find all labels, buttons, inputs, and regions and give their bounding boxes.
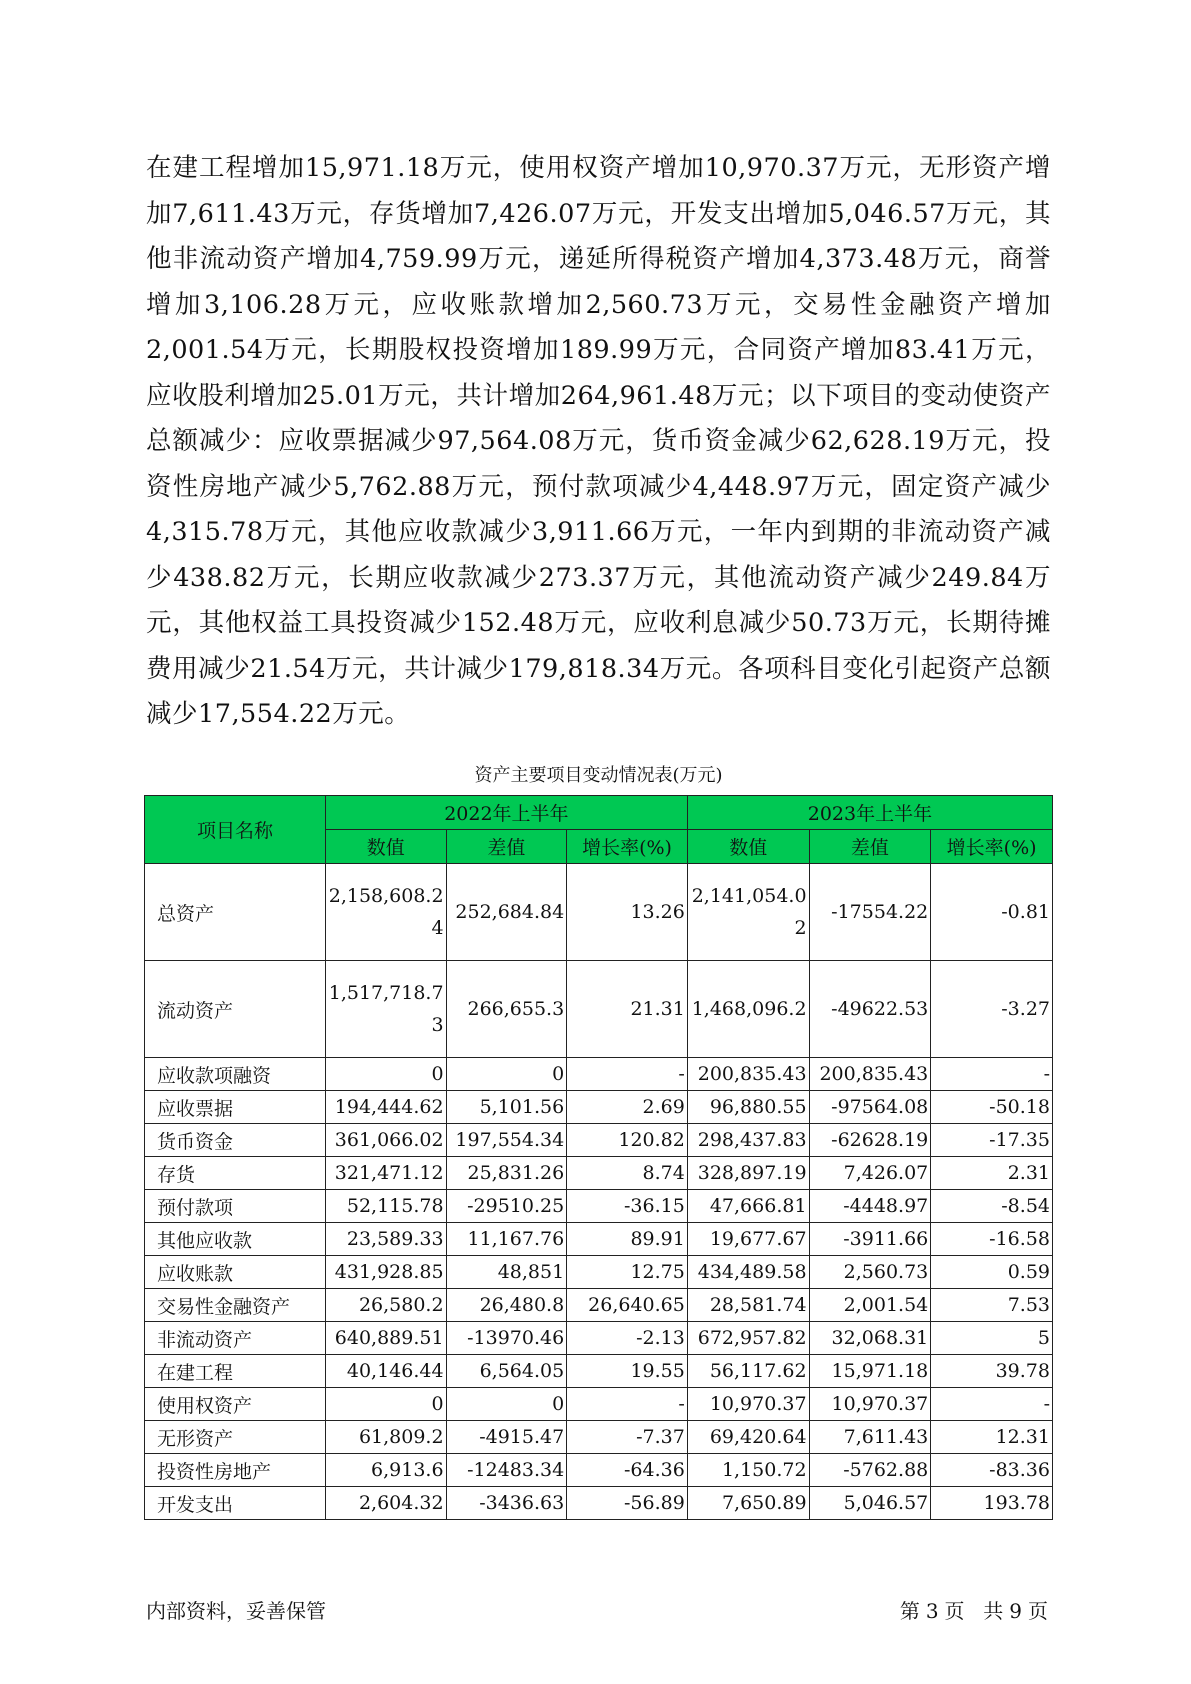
cell-v2: 47,666.81	[687, 1190, 809, 1223]
table-row	[145, 1289, 1053, 1322]
cell-r1: -2.13	[567, 1322, 688, 1355]
cell-v2: 298,437.83	[687, 1124, 809, 1157]
cell-d2: 10,970.37	[809, 1388, 931, 1421]
cell-r2: 193.78	[931, 1487, 1053, 1520]
header-period-2022: 2022年上半年	[325, 796, 687, 830]
cell-d2: -5762.88	[809, 1454, 931, 1487]
body-paragraph: 在建工程增加15,971.18万元，使用权资产增加10,970.37万元，无形资产增加7,611.43万元，存货增加7,426.07万元，开发支出增加5,046.57万元，其他非流动资产增加4,759.99万元，递延所得税资产增加4,373.48万元，商誉增加3,106.28万元，应收账款增加2,560.73万元，交易性金融资产增加2,001.54万元，长期股权投资增加189.99万元，合同资产增加83.41万元，应收股利增加25.01万元，共计增加264,961.48万元；以下项目的变动使资产总额减少：应收票据减少97,564.08万元，货币资金减少62,628.19万元，投资性房地产减少5,762.88万元，预付款项减少4,448.97万元，固定资产减少4,315.78万元，其他应收款减少3,911.66万元，一年内到期的非流动资产减少438.82万元，长期应收款减少273.37万元，其他流动资产减少249.84万元，其他权益工具投资减少152.48万元，应收利息减少50.73万元，长期待摊费用减少21.54万元，共计减少179,818.34万元。各项科目变化引起资产总额减少17,554.22万元。	[146, 153, 1051, 729]
table-row	[145, 1223, 1053, 1256]
cell-v2: 69,420.64	[687, 1421, 809, 1454]
cell-v1: 0	[325, 1388, 446, 1421]
cell-v2: 1,468,096.2	[687, 961, 809, 1058]
cell-d2: 2,560.73	[809, 1256, 931, 1289]
total-prefix: 共	[983, 1599, 1004, 1623]
row-item-name: 应收款项融资	[145, 1058, 326, 1091]
cell-r1: 13.26	[567, 864, 688, 961]
cell-r1: 8.74	[567, 1157, 688, 1190]
cell-v2: 96,880.55	[687, 1091, 809, 1124]
row-item-name: 总资产	[145, 864, 326, 961]
header-rate-2023: 增长率(%)	[931, 830, 1053, 864]
footer-page-number	[897, 1595, 1051, 1624]
header-period-2023: 2023年上半年	[687, 796, 1052, 830]
cell-v1: 52,115.78	[325, 1190, 446, 1223]
cell-d1: -12483.34	[446, 1454, 567, 1487]
table-row	[145, 961, 1053, 1058]
cell-v2: 1,150.72	[687, 1454, 809, 1487]
cell-d2: -97564.08	[809, 1091, 931, 1124]
cell-r2: 39.78	[931, 1355, 1053, 1388]
cell-v1: 26,580.2	[325, 1289, 446, 1322]
cell-v1: 321,471.12	[325, 1157, 446, 1190]
cell-d1: 0	[446, 1058, 567, 1091]
cell-r2: -	[931, 1388, 1053, 1421]
cell-d1: 266,655.3	[446, 961, 567, 1058]
cell-v2: 19,677.67	[687, 1223, 809, 1256]
cell-d2: 5,046.57	[809, 1487, 931, 1520]
cell-r2: -3.27	[931, 961, 1053, 1058]
row-item-name: 非流动资产	[145, 1322, 326, 1355]
cell-d2: -4448.97	[809, 1190, 931, 1223]
page-suffix: 页	[944, 1599, 965, 1623]
table-row	[145, 1157, 1053, 1190]
cell-r2: 12.31	[931, 1421, 1053, 1454]
row-item-name: 使用权资产	[145, 1388, 326, 1421]
header-diff-2023: 差值	[809, 830, 931, 864]
cell-d1: -4915.47	[446, 1421, 567, 1454]
cell-r2: -50.18	[931, 1091, 1053, 1124]
cell-v1: 194,444.62	[325, 1091, 446, 1124]
cell-d2: 2,001.54	[809, 1289, 931, 1322]
table-row	[145, 1058, 1053, 1091]
cell-d1: 0	[446, 1388, 567, 1421]
page-prefix: 第	[899, 1599, 920, 1623]
header-value-2023: 数值	[687, 830, 809, 864]
row-item-name: 开发支出	[145, 1487, 326, 1520]
cell-r2: -16.58	[931, 1223, 1053, 1256]
cell-r2: 7.53	[931, 1289, 1053, 1322]
cell-v2: 56,117.62	[687, 1355, 809, 1388]
table-row	[145, 1487, 1053, 1520]
page-number: 3	[925, 1599, 939, 1623]
cell-v1: 6,913.6	[325, 1454, 446, 1487]
cell-v2: 10,970.37	[687, 1388, 809, 1421]
table-row	[145, 1256, 1053, 1289]
cell-d2: -17554.22	[809, 864, 931, 961]
cell-r2: -	[931, 1058, 1053, 1091]
cell-v1: 23,589.33	[325, 1223, 446, 1256]
cell-r2: -17.35	[931, 1124, 1053, 1157]
header-diff-2022: 差值	[446, 830, 567, 864]
table-row	[145, 1190, 1053, 1223]
cell-r1: 26,640.65	[567, 1289, 688, 1322]
cell-d2: 200,835.43	[809, 1058, 931, 1091]
cell-r1: 21.31	[567, 961, 688, 1058]
cell-r2: -0.81	[931, 864, 1053, 961]
row-item-name: 交易性金融资产	[145, 1289, 326, 1322]
cell-v2: 328,897.19	[687, 1157, 809, 1190]
cell-r1: -36.15	[567, 1190, 688, 1223]
table-row	[145, 1124, 1053, 1157]
cell-r1: 2.69	[567, 1091, 688, 1124]
cell-r1: 120.82	[567, 1124, 688, 1157]
row-item-name: 应收账款	[145, 1256, 326, 1289]
total-pages: 9	[1009, 1599, 1022, 1623]
cell-d1: -13970.46	[446, 1322, 567, 1355]
cell-d1: 197,554.34	[446, 1124, 567, 1157]
row-item-name: 货币资金	[145, 1124, 326, 1157]
cell-r1: 19.55	[567, 1355, 688, 1388]
row-item-name: 在建工程	[145, 1355, 326, 1388]
cell-d1: 252,684.84	[446, 864, 567, 961]
header-value-2022: 数值	[325, 830, 446, 864]
cell-v1: 1,517,718.73	[325, 961, 446, 1058]
cell-r2: -8.54	[931, 1190, 1053, 1223]
cell-v1: 640,889.51	[325, 1322, 446, 1355]
cell-d2: -3911.66	[809, 1223, 931, 1256]
table-body	[145, 864, 1053, 1520]
total-suffix: 页	[1028, 1599, 1048, 1623]
cell-d1: 48,851	[446, 1256, 567, 1289]
cell-v1: 431,928.85	[325, 1256, 446, 1289]
cell-r1: -64.36	[567, 1454, 688, 1487]
header-rate-2022: 增长率(%)	[567, 830, 688, 864]
row-item-name: 其他应收款	[145, 1223, 326, 1256]
cell-r1: -7.37	[567, 1421, 688, 1454]
row-item-name: 存货	[145, 1157, 326, 1190]
cell-v2: 2,141,054.02	[687, 864, 809, 961]
footer-confidential-note: 内部资料，妥善保管	[146, 1599, 326, 1623]
cell-r1: -56.89	[567, 1487, 688, 1520]
row-item-name: 投资性房地产	[145, 1454, 326, 1487]
cell-d2: 15,971.18	[809, 1355, 931, 1388]
cell-v2: 200,835.43	[687, 1058, 809, 1091]
cell-r1: 12.75	[567, 1256, 688, 1289]
table-row	[145, 864, 1053, 961]
cell-v2: 28,581.74	[687, 1289, 809, 1322]
cell-d2: 7,426.07	[809, 1157, 931, 1190]
cell-d1: -3436.63	[446, 1487, 567, 1520]
cell-r1: 89.91	[567, 1223, 688, 1256]
cell-d2: -62628.19	[809, 1124, 931, 1157]
row-item-name: 无形资产	[145, 1421, 326, 1454]
cell-d2: 32,068.31	[809, 1322, 931, 1355]
cell-v2: 672,957.82	[687, 1322, 809, 1355]
cell-v1: 2,158,608.24	[325, 864, 446, 961]
cell-d1: 5,101.56	[446, 1091, 567, 1124]
table-row	[145, 1421, 1053, 1454]
cell-d1: 11,167.76	[446, 1223, 567, 1256]
cell-r1: -	[567, 1058, 688, 1091]
table-row	[145, 1355, 1053, 1388]
cell-v1: 361,066.02	[325, 1124, 446, 1157]
table-row	[145, 1388, 1053, 1421]
row-item-name: 应收票据	[145, 1091, 326, 1124]
cell-r2: 0.59	[931, 1256, 1053, 1289]
table-caption: 资产主要项目变动情况表(万元)	[474, 765, 723, 786]
cell-r2: -83.36	[931, 1454, 1053, 1487]
table-row	[145, 1322, 1053, 1355]
cell-d1: -29510.25	[446, 1190, 567, 1223]
cell-d1: 25,831.26	[446, 1157, 567, 1190]
header-item-name: 项目名称	[145, 796, 326, 864]
cell-r1: -	[567, 1388, 688, 1421]
cell-v2: 434,489.58	[687, 1256, 809, 1289]
asset-change-table	[144, 795, 1053, 1520]
table-row	[145, 1454, 1053, 1487]
cell-d2: -49622.53	[809, 961, 931, 1058]
cell-v1: 40,146.44	[325, 1355, 446, 1388]
table-row	[145, 1091, 1053, 1124]
cell-v1: 2,604.32	[325, 1487, 446, 1520]
cell-d2: 7,611.43	[809, 1421, 931, 1454]
cell-d1: 6,564.05	[446, 1355, 567, 1388]
cell-v1: 0	[325, 1058, 446, 1091]
row-item-name: 预付款项	[145, 1190, 326, 1223]
cell-r2: 2.31	[931, 1157, 1053, 1190]
cell-d1: 26,480.8	[446, 1289, 567, 1322]
cell-r2: 5	[931, 1322, 1053, 1355]
cell-v2: 7,650.89	[687, 1487, 809, 1520]
row-item-name: 流动资产	[145, 961, 326, 1058]
cell-v1: 61,809.2	[325, 1421, 446, 1454]
